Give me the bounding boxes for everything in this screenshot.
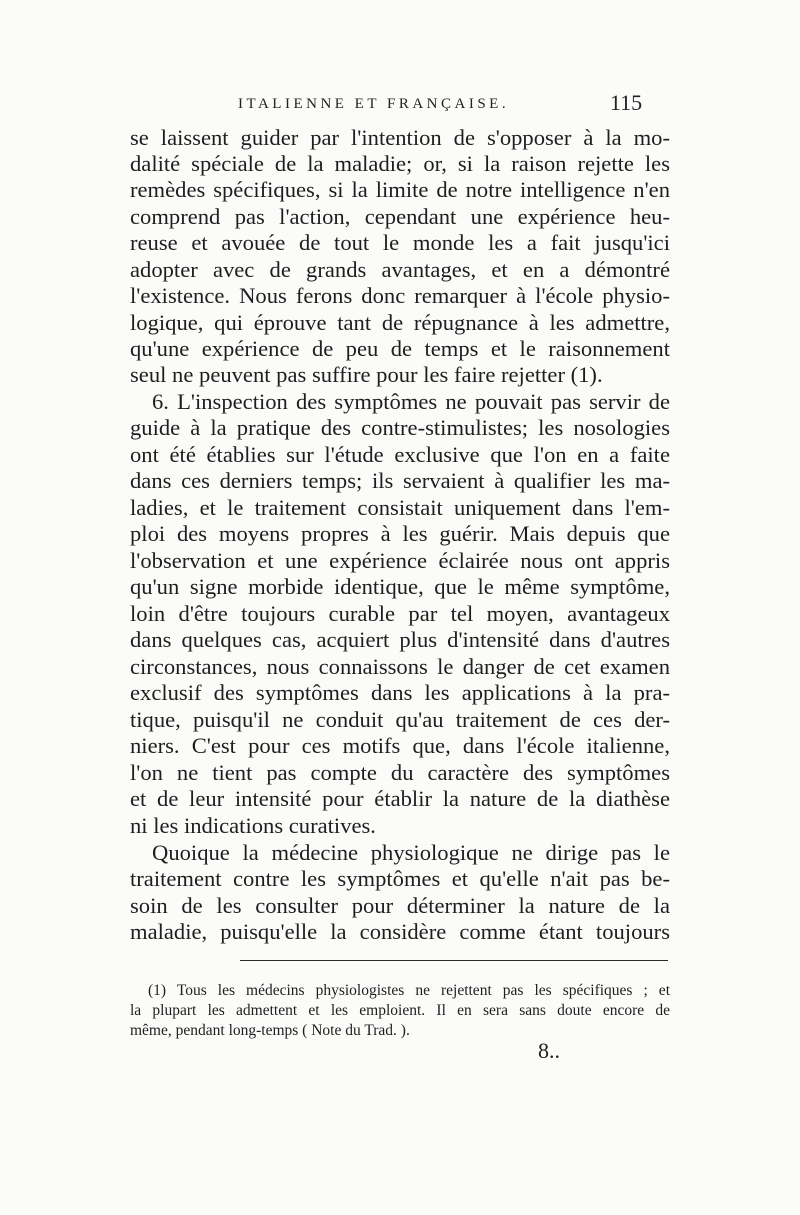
signature-mark: 8.. — [538, 1038, 560, 1063]
text-line: qu'une expérience de peu de temps et le raisonnement — [130, 336, 670, 361]
paragraph-start: 6. L'inspection des symptômes ne pouvait pas servir de — [152, 389, 670, 414]
footnote-line: (1) Tous les médecins physiologistes ne rejettent pas les spécifiques ; et — [148, 982, 670, 999]
text-line: loin d'être toujours curable par tel moyen, avantageux — [130, 601, 670, 626]
text-line: soin de les consulter pour déterminer la nature de la — [130, 893, 670, 918]
text-line: reuse et avouée de tout le monde les a fait jusqu'ici — [130, 230, 670, 255]
footnote-line: la plupart les admettent et les emploient. Il en sera sans doute encore de — [130, 1002, 670, 1019]
text-line: traitement contre les symptômes et qu'elle n'ait pas be- — [130, 866, 670, 891]
text-line: ont été établies sur l'étude exclusive que l'on en a faite — [130, 442, 670, 467]
text-line: circonstances, nous connaissons le danger de cet examen — [130, 654, 670, 679]
text-line: niers. C'est pour ces motifs que, dans l'école italienne, — [130, 733, 670, 758]
text-line: guide à la pratique des contre-stimulistes; les nosologies — [130, 415, 670, 440]
text-line: et de leur intensité pour établir la nature de la diathèse — [130, 786, 670, 811]
running-head: ITALIENNE ET FRANÇAISE. — [238, 96, 510, 112]
footnote-rule — [240, 960, 668, 961]
text-line: se laissent guider par l'intention de s'opposer à la mo- — [130, 125, 670, 150]
text-line: qu'un signe morbide identique, que le même symptôme, — [130, 574, 670, 599]
text-line: maladie, puisqu'elle la considère comme étant toujours — [130, 919, 670, 944]
text-line: dans quelques cas, acquiert plus d'intensité dans d'autres — [130, 627, 670, 652]
text-line: dans ces derniers temps; ils servaient à qualifier les ma- — [130, 468, 670, 493]
text-line: logique, qui éprouve tant de répugnance à les admettre, — [130, 310, 670, 335]
footnote-line: même, pendant long-temps ( Note du Trad. ). — [130, 1022, 410, 1039]
text-line: l'existence. Nous ferons donc remarquer à l'école physio- — [130, 283, 670, 308]
text-line: remèdes spécifiques, si la limite de notre intelligence n'en — [130, 177, 670, 202]
text-line: seul ne peuvent pas suffire pour les faire rejetter (1). — [130, 362, 603, 387]
paragraph-start: Quoique la médecine physiologique ne dirige pas le — [152, 840, 670, 865]
text-line: l'on ne tient pas compte du caractère des symptômes — [130, 760, 670, 785]
text-line: ploi des moyens propres à les guérir. Mais depuis que — [130, 521, 670, 546]
text-line: comprend pas l'action, cependant une expérience heu- — [130, 204, 670, 229]
text-line: adopter avec de grands avantages, et en a démontré — [130, 257, 670, 282]
text-line: dalité spéciale de la maladie; or, si la raison rejette les — [130, 151, 670, 176]
page-number: 115 — [610, 90, 643, 115]
text-line: exclusif des symptômes dans les applications à la pra- — [130, 680, 670, 705]
text-line: tique, puisqu'il ne conduit qu'au traitement de ces der- — [130, 707, 670, 732]
text-line: ladies, et le traitement consistait uniquement dans l'em- — [130, 495, 670, 520]
text-line: ni les indications curatives. — [130, 813, 376, 838]
text-line: l'observation et une expérience éclairée nous ont appris — [130, 548, 670, 573]
